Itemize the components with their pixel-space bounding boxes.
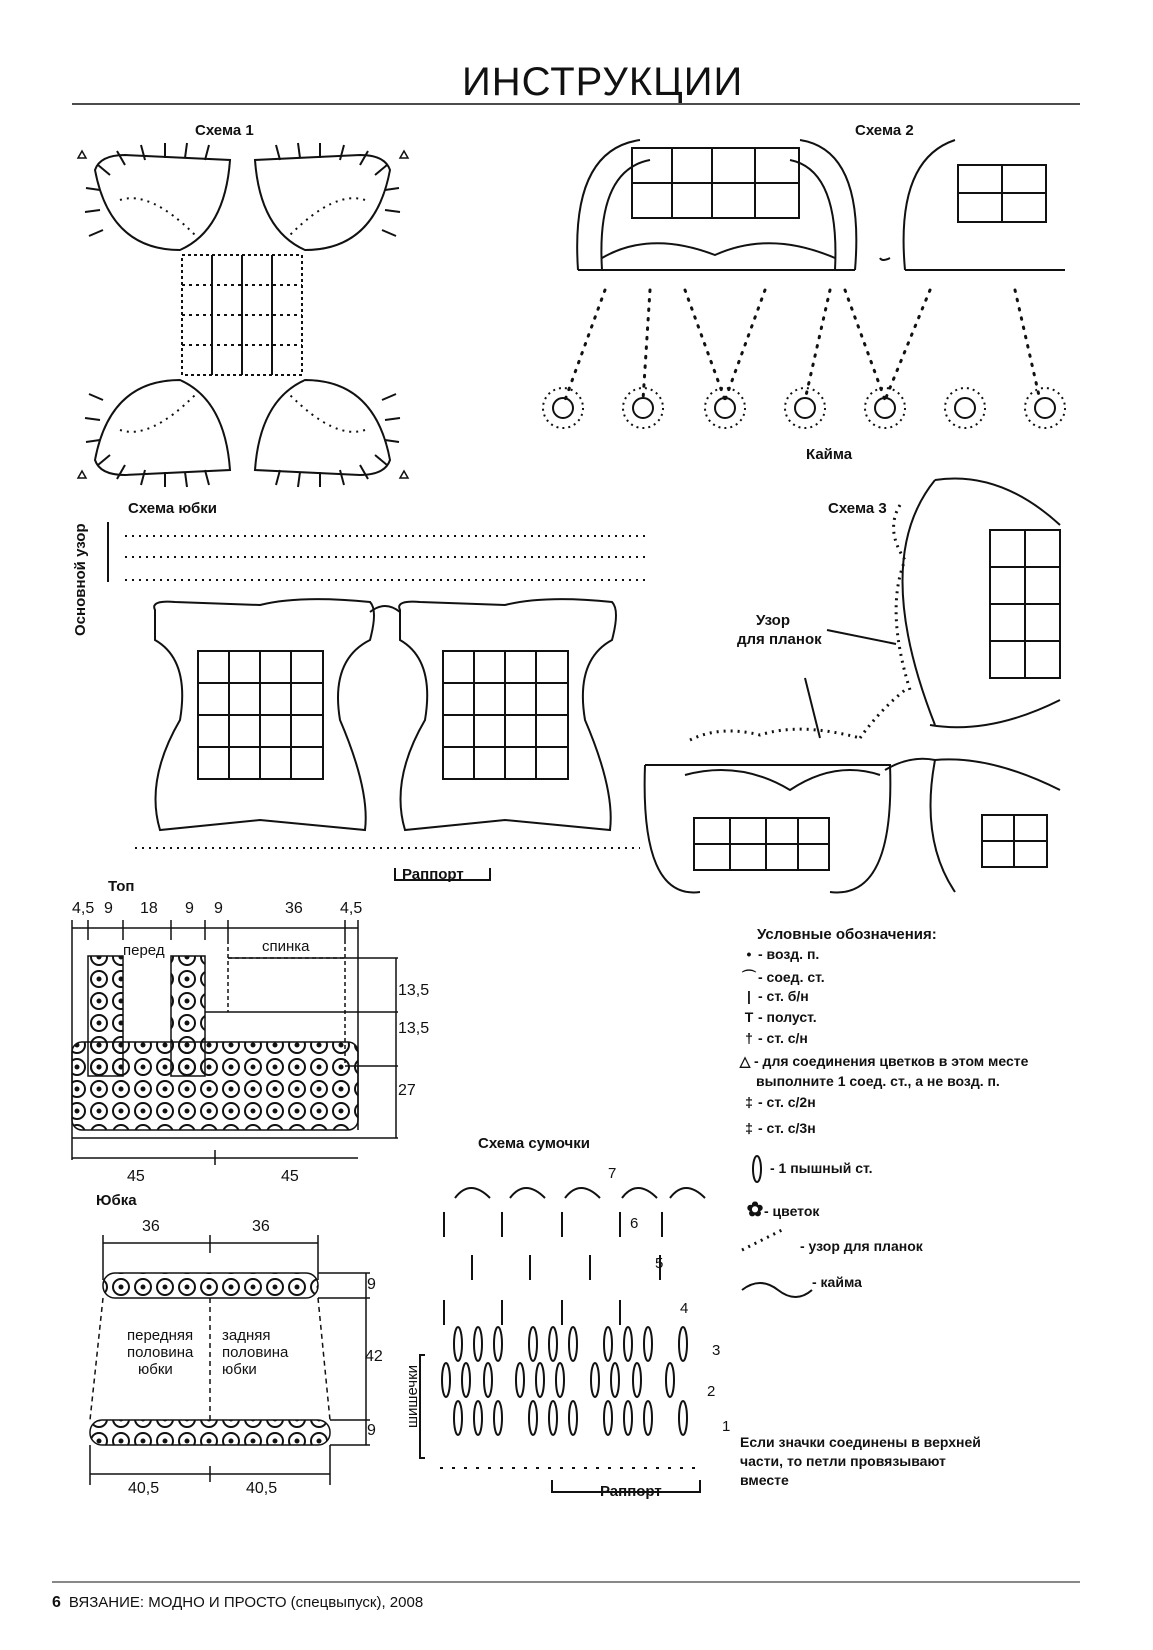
- flower-symbol-icon: ✿: [746, 1199, 764, 1221]
- bag-scheme-label: Схема сумочки: [478, 1135, 590, 1152]
- skirt-scheme-label: Схема юбки: [128, 500, 217, 517]
- placket-pattern-label-2: для планок: [737, 631, 822, 648]
- legend-note-3: вместе: [740, 1472, 789, 1488]
- skirt-top-dim-1: 36: [142, 1218, 160, 1235]
- top-dim-2: 9: [104, 900, 113, 917]
- skirt-motifs: [154, 599, 616, 830]
- top-front-label: перед: [123, 942, 165, 959]
- bag-row-4: 4: [680, 1300, 689, 1317]
- skirt-back-half-1: задняя: [222, 1327, 271, 1344]
- treble-symbol-icon: ‡: [745, 1094, 753, 1110]
- skirt-bottom-dim-2: 40,5: [246, 1480, 278, 1497]
- skirt-right-dim-3: 9: [367, 1422, 376, 1439]
- legend-item-slipstitch: ⌒ - соед. ст.: [742, 969, 825, 985]
- top-bottom-dim-1: 45: [127, 1168, 145, 1185]
- top-right-dim-1: 13,5: [398, 982, 430, 999]
- bag-shishechki-label: шишечки: [404, 1364, 421, 1428]
- bag-top-scallops: [455, 1188, 705, 1198]
- scheme3-motif: [645, 478, 1060, 892]
- skirt-top-band: [103, 1273, 318, 1298]
- footer-text: ВЯЗАНИЕ: МОДНО И ПРОСТО (спецвыпуск), 2008: [68, 1594, 424, 1611]
- skirt-front-half-2: половина: [127, 1344, 194, 1361]
- bag-row-7: 7: [608, 1165, 617, 1182]
- slip-stitch-symbol-icon: ⌒: [742, 969, 756, 985]
- legend-item-chain: • - возд. п.: [740, 946, 819, 962]
- skirt-bottom-dim-1: 40,5: [128, 1480, 160, 1497]
- top-right-dim-2: 13,5: [398, 1020, 430, 1037]
- scheme1-center-grid: [182, 255, 302, 375]
- legend-drawn-symbols: [742, 1156, 812, 1297]
- top-dim-5: 9: [214, 900, 223, 917]
- top-dim-3: 18: [140, 900, 158, 917]
- bag-scheme: [420, 1188, 705, 1492]
- skirt-front-half-1: передняя: [127, 1327, 194, 1344]
- skirt-right-dim-2: 42: [365, 1348, 383, 1365]
- placket-pattern-label-1: Узор: [756, 612, 790, 629]
- top-dim-7: 4,5: [340, 900, 363, 917]
- legend-item-join-cont: выполните 1 соед. ст., а не возд. п.: [756, 1073, 1000, 1089]
- skirt-right-dim-1: 9: [367, 1276, 376, 1293]
- single-crochet-symbol-icon: |: [747, 988, 751, 1004]
- skirt-bottom-edge: [135, 848, 640, 880]
- legend-item-hdc: T - полуст.: [740, 1009, 817, 1025]
- skirt-basic-pattern: [108, 522, 645, 582]
- legend-item-join: △ - для соединения цветков в этом месте: [736, 1053, 1028, 1070]
- kayma-label: Кайма: [806, 446, 853, 463]
- double-crochet-symbol-icon: †: [745, 1030, 753, 1046]
- skirt-front-half-3: юбки: [138, 1361, 173, 1378]
- top-dim-4: 9: [185, 900, 194, 917]
- bag-row-2: 2: [707, 1383, 716, 1400]
- skirt-back-half-2: половина: [222, 1344, 289, 1361]
- bag-rapport-label: Раппорт: [600, 1483, 662, 1500]
- page-number: 6: [52, 1594, 61, 1611]
- skirt-top-dim-2: 36: [252, 1218, 270, 1235]
- top-title: Топ: [108, 878, 135, 895]
- bag-row-6: 6: [630, 1215, 639, 1232]
- double-treble-symbol-icon: ‡: [745, 1120, 753, 1136]
- scheme2-kayma-chains: [565, 290, 1040, 400]
- top-right-dim-3: 27: [398, 1082, 416, 1099]
- legend-item-kayma: - кайма: [812, 1274, 862, 1290]
- top-dim-1: 4,5: [72, 900, 95, 917]
- bag-row-1: 1: [722, 1418, 731, 1435]
- bag-row-5: 5: [655, 1255, 664, 1272]
- legend-item-tr: ‡ - ст. с/2н: [740, 1094, 816, 1110]
- top-dim-6: 36: [285, 900, 303, 917]
- legend-item-sc: | - ст. б/н: [740, 988, 809, 1004]
- skirt-title: Юбка: [96, 1192, 137, 1209]
- scheme1-motif: [85, 143, 400, 487]
- skirt-rapport-label: Раппорт: [402, 866, 464, 883]
- legend-item-dtr: ‡ - ст. с/3н: [740, 1120, 816, 1136]
- page-title: ИНСТРУКЦИИ: [462, 60, 744, 104]
- legend-item-flower: ✿- цветок: [746, 1199, 820, 1221]
- legend-item-dc: † - ст. с/н: [740, 1030, 808, 1046]
- half-double-symbol-icon: T: [744, 1009, 754, 1025]
- chain-symbol-icon: •: [746, 946, 752, 962]
- scheme2-label: Схема 2: [855, 122, 914, 139]
- legend-title: Условные обозначения:: [757, 926, 937, 943]
- legend-item-placket: - узор для планок: [800, 1238, 923, 1254]
- scheme2-kayma-flowers: [543, 388, 1065, 428]
- join-triangle-icon: △: [739, 1053, 751, 1069]
- top-bottom-dim-2: 45: [281, 1168, 299, 1185]
- legend-item-puff: - 1 пышный ст.: [770, 1160, 873, 1176]
- bag-puff-stitches: [442, 1327, 687, 1435]
- top-body-band: [72, 1042, 358, 1130]
- page-footer: [52, 1594, 423, 1612]
- legend-note-1: Если значки соединены в верхней: [740, 1434, 981, 1450]
- bag-row-3: 3: [712, 1342, 721, 1359]
- scheme1-label: Схема 1: [195, 122, 254, 139]
- skirt-bottom-band: [90, 1420, 330, 1445]
- top-back-label: спинка: [262, 938, 310, 955]
- scheme2-motif: [577, 140, 1065, 270]
- skirt-back-half-3: юбки: [222, 1361, 257, 1378]
- basic-pattern-label: Основной узор: [72, 523, 89, 636]
- legend-note-2: части, то петли провязывают: [740, 1453, 946, 1469]
- scheme3-label: Схема 3: [828, 500, 887, 517]
